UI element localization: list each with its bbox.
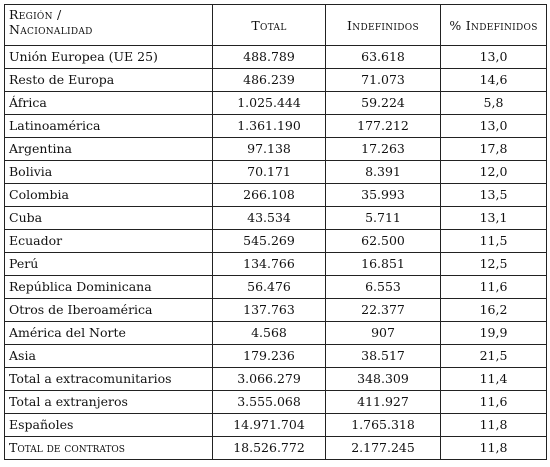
row-total: 70.171 xyxy=(213,161,326,184)
row-pct-indefinidos: 11,8 xyxy=(441,414,547,437)
row-pct-indefinidos: 11,8 xyxy=(441,437,547,460)
row-pct-indefinidos: 11,6 xyxy=(441,391,547,414)
contracts-table xyxy=(4,4,547,460)
table-row xyxy=(5,276,547,299)
table-row xyxy=(5,391,547,414)
row-pct-indefinidos: 12,5 xyxy=(441,253,547,276)
row-name: América del Norte xyxy=(5,322,213,345)
row-pct-indefinidos: 5,8 xyxy=(441,92,547,115)
header-indefinidos: Indefinidos xyxy=(326,5,441,46)
row-indefinidos: 177.212 xyxy=(326,115,441,138)
row-total: 97.138 xyxy=(213,138,326,161)
row-total: 486.239 xyxy=(213,69,326,92)
row-name: Total a extracomunitarios xyxy=(5,368,213,391)
row-indefinidos: 1.765.318 xyxy=(326,414,441,437)
row-total: 1.025.444 xyxy=(213,92,326,115)
table-row xyxy=(5,299,547,322)
row-name: Españoles xyxy=(5,414,213,437)
table-row xyxy=(5,345,547,368)
header-region-line1: Región / xyxy=(9,7,62,22)
row-pct-indefinidos: 13,0 xyxy=(441,46,547,69)
row-total: 4.568 xyxy=(213,322,326,345)
table-row xyxy=(5,437,547,460)
table-row xyxy=(5,138,547,161)
row-name: Argentina xyxy=(5,138,213,161)
row-pct-indefinidos: 16,2 xyxy=(441,299,547,322)
row-name: Unión Europea (UE 25) xyxy=(5,46,213,69)
row-indefinidos: 2.177.245 xyxy=(326,437,441,460)
row-pct-indefinidos: 11,4 xyxy=(441,368,547,391)
row-name: Cuba xyxy=(5,207,213,230)
row-indefinidos: 8.391 xyxy=(326,161,441,184)
table-row xyxy=(5,207,547,230)
row-total: 545.269 xyxy=(213,230,326,253)
header-region-line2: Nacionalidad xyxy=(9,22,93,37)
row-indefinidos: 6.553 xyxy=(326,276,441,299)
table-body xyxy=(5,46,547,460)
row-name: Total a extranjeros xyxy=(5,391,213,414)
table-row xyxy=(5,368,547,391)
row-total: 56.476 xyxy=(213,276,326,299)
row-name: Ecuador xyxy=(5,230,213,253)
row-indefinidos: 38.517 xyxy=(326,345,441,368)
row-indefinidos: 71.073 xyxy=(326,69,441,92)
table-row xyxy=(5,92,547,115)
row-pct-indefinidos: 17,8 xyxy=(441,138,547,161)
row-indefinidos: 59.224 xyxy=(326,92,441,115)
row-pct-indefinidos: 13,0 xyxy=(441,115,547,138)
row-pct-indefinidos: 14,6 xyxy=(441,69,547,92)
row-total: 43.534 xyxy=(213,207,326,230)
row-name: África xyxy=(5,92,213,115)
row-indefinidos: 348.309 xyxy=(326,368,441,391)
row-indefinidos: 16.851 xyxy=(326,253,441,276)
row-total: 18.526.772 xyxy=(213,437,326,460)
table-row xyxy=(5,322,547,345)
row-indefinidos: 35.993 xyxy=(326,184,441,207)
row-indefinidos: 907 xyxy=(326,322,441,345)
row-indefinidos: 22.377 xyxy=(326,299,441,322)
row-indefinidos: 17.263 xyxy=(326,138,441,161)
row-indefinidos: 5.711 xyxy=(326,207,441,230)
header-region xyxy=(5,5,213,46)
row-name: República Dominicana xyxy=(5,276,213,299)
row-pct-indefinidos: 19,9 xyxy=(441,322,547,345)
row-pct-indefinidos: 13,1 xyxy=(441,207,547,230)
table-row xyxy=(5,253,547,276)
row-pct-indefinidos: 13,5 xyxy=(441,184,547,207)
row-total: 3.555.068 xyxy=(213,391,326,414)
row-name: Bolivia xyxy=(5,161,213,184)
row-total: 1.361.190 xyxy=(213,115,326,138)
table-row xyxy=(5,46,547,69)
row-name: Colombia xyxy=(5,184,213,207)
row-pct-indefinidos: 12,0 xyxy=(441,161,547,184)
row-total: 3.066.279 xyxy=(213,368,326,391)
table-row xyxy=(5,184,547,207)
table-row xyxy=(5,161,547,184)
row-name: Otros de Iberoamérica xyxy=(5,299,213,322)
row-name: Asia xyxy=(5,345,213,368)
table-row xyxy=(5,115,547,138)
row-total: 134.766 xyxy=(213,253,326,276)
header-row xyxy=(5,5,547,46)
row-indefinidos: 63.618 xyxy=(326,46,441,69)
row-name: Perú xyxy=(5,253,213,276)
table-header xyxy=(5,5,547,46)
row-indefinidos: 62.500 xyxy=(326,230,441,253)
row-indefinidos: 411.927 xyxy=(326,391,441,414)
header-total: Total xyxy=(213,5,326,46)
row-total: 488.789 xyxy=(213,46,326,69)
row-total: 266.108 xyxy=(213,184,326,207)
row-pct-indefinidos: 11,6 xyxy=(441,276,547,299)
row-total: 14.971.704 xyxy=(213,414,326,437)
row-name: Resto de Europa xyxy=(5,69,213,92)
table-row xyxy=(5,230,547,253)
row-pct-indefinidos: 21,5 xyxy=(441,345,547,368)
table-row xyxy=(5,414,547,437)
row-total: 137.763 xyxy=(213,299,326,322)
header-pct-indefinidos: % Indefinidos xyxy=(441,5,547,46)
row-name: Total de contratos xyxy=(5,437,213,460)
table-row xyxy=(5,69,547,92)
row-pct-indefinidos: 11,5 xyxy=(441,230,547,253)
row-total: 179.236 xyxy=(213,345,326,368)
row-name: Latinoamérica xyxy=(5,115,213,138)
